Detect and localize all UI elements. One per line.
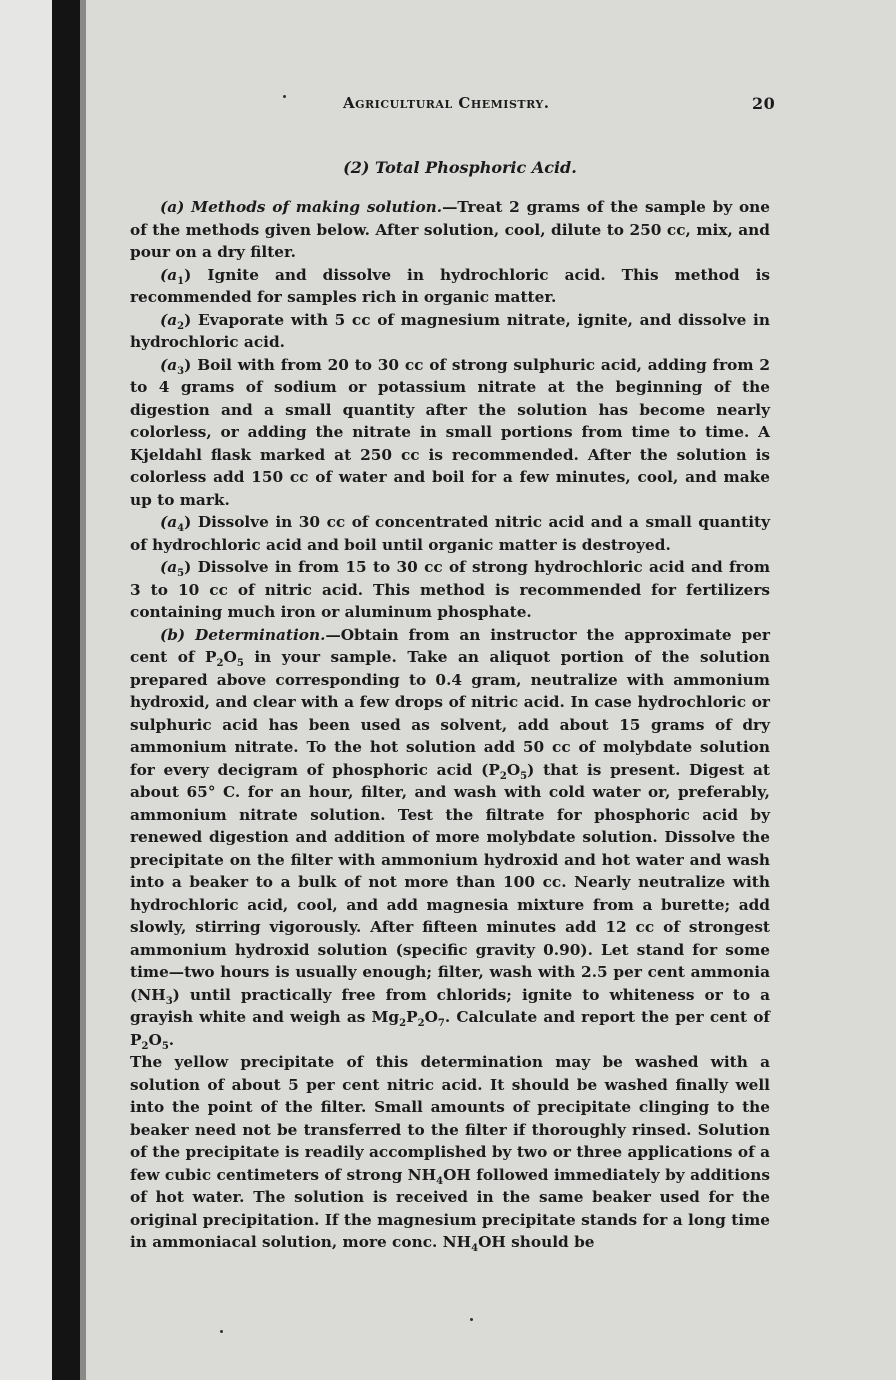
para-a3-sub: 3: [177, 365, 185, 377]
scan-speck: [283, 95, 286, 98]
para-b-sub-h: 7: [437, 1018, 445, 1029]
running-header: [0, 94, 896, 114]
para-a3-close: ): [184, 355, 192, 374]
body-text: [130, 196, 770, 1254]
para-a3-label: (a: [160, 355, 178, 374]
para-a4-sub: 4: [177, 523, 185, 534]
para-b-title: Determination.: [195, 625, 326, 644]
para-b-sub-j: 5: [161, 1040, 169, 1052]
para-b-sub-a: 2: [216, 658, 224, 669]
para-a2-label: (a: [160, 310, 178, 329]
para-a-text: —Treat 2 grams of the sample by one of the methods given below. After solution, cool, dilute to 250 cc, mix, and pour on a dry filter.: [130, 198, 771, 261]
para-a5-sub: 5: [177, 568, 185, 579]
para-a2-close: ): [184, 310, 192, 329]
section-heading: (2) Total Phosphoric Acid.: [343, 158, 577, 177]
para-b-sub-g: 2: [417, 1018, 425, 1029]
para-b-sub-i: 2: [141, 1040, 149, 1052]
para-c-t3: OH should be: [478, 1233, 595, 1251]
paragraph-a2: [130, 309, 770, 354]
paragraph-a1: [130, 264, 770, 309]
para-a-title: Methods of making solution.: [191, 198, 443, 216]
para-b-t8: O: [424, 1008, 438, 1026]
para-b-sub-e: 3: [165, 995, 173, 1007]
para-a-label: (a): [160, 198, 185, 216]
scan-speck: [470, 1318, 473, 1321]
para-b-t10: O: [148, 1030, 162, 1049]
para-b-sub-b: 5: [236, 658, 244, 669]
para-b-t7: P: [406, 1008, 418, 1026]
para-a5-label: (a: [160, 558, 178, 576]
scan-speck: [220, 1330, 223, 1333]
para-a2-text: Evaporate with 5 cc of magnesium nitrate, ignite, and dissolve in hydrochloric acid.: [130, 310, 770, 351]
para-c-sub-b: 4: [471, 1243, 479, 1254]
header-title: Agricultural Chemistry.: [343, 94, 550, 112]
para-b-sub-c: 2: [499, 770, 507, 782]
paragraph-a3: [130, 354, 770, 512]
scan-margin: [0, 0, 52, 1380]
page-number: 20: [752, 94, 776, 113]
para-b-sub-f: 2: [399, 1018, 407, 1029]
para-a3-text: Boil with from 20 to 30 cc of strong sulphuric acid, adding from 2 to 4 grams of sodium or potassium nitrate at the beginning of the digestion and a small quantity after the solution has become nearly colorless, or adding the nitrate in small portions from time to time. A Kjeldahl flask marked at 250 cc is recommended. After the solution is colorless add 150 cc of water and boil for a few minutes, cool, and make up to mark.: [130, 355, 770, 509]
paragraph-a4: [130, 511, 770, 556]
para-a5-close: ): [184, 558, 192, 576]
paragraph-a5: [130, 556, 770, 624]
book-binding: [52, 0, 80, 1380]
para-b-t2: O: [223, 648, 237, 666]
para-b-sub-d: 5: [520, 770, 528, 782]
para-b-t6: ) until practically free from chlorids; ignite to whiteness or to a grayish white and weigh as Mg: [130, 985, 770, 1026]
para-a5-text: Dissolve in from 15 to 30 cc of strong hydrochloric acid and from 3 to 10 cc of nitric acid. This method is recommended for fertilizers containing much iron or aluminum phosphate.: [130, 558, 770, 621]
para-b-t3: in your sample. Take an aliquot portion of the solution prepared above corresponding to 0.4 gram, neutralize with ammonium hydroxid, and clear with a few drops of nitric acid. In case hydrochloric or sulphuric acid has been used as solvent, add about 15 grams of dry ammonium nitrate. To the hot solution add 50 cc of molybdate solution for every decigram of phosphoric acid (P: [130, 648, 770, 779]
para-a4-text: Dissolve in 30 cc of concentrated nitric acid and a small quantity of hydrochloric acid and boil until organic matter is destroyed.: [130, 513, 770, 554]
para-a2-sub: 2: [177, 320, 185, 332]
para-a4-label: (a: [160, 513, 178, 531]
paragraph-a: [130, 196, 770, 264]
para-c-t2: OH followed immediately by additions of hot water. The solution is received in the same beaker used for the original precipitation. If the magnesium precipitate stands for a long time in ammoniacal solution, more conc. NH: [130, 1165, 770, 1251]
para-a4-close: ): [184, 513, 192, 531]
para-a1-close: ): [184, 265, 192, 284]
para-c-sub-a: 4: [436, 1175, 444, 1187]
para-b-t9: . Calculate and report the per cent of P: [130, 1008, 770, 1049]
paragraph-c: [130, 1051, 770, 1254]
para-a1-sub: 1: [177, 275, 185, 287]
para-b-t4: O: [506, 760, 521, 779]
para-a1-label: (a: [160, 265, 178, 284]
para-c-t1: The yellow precipitate of this determination may be washed with a solution of about 5 per cent nitric acid. It should be washed finally well into the point of the filter. Small amounts of precipitate clinging to the beaker need not be transferred to the filter if thoroughly rinsed. Solution of the precipitate is readily accomplished by two or three applications of a few cubic centimeters of strong NH: [130, 1053, 770, 1184]
para-b-t5: ) that is present. Digest at about 65° C. for an hour, filter, and wash with cold water or, preferably, ammonium nitrate solution. Test the filtrate for phosphoric acid by renewed digestion and addition of more molybdate solution. Dissolve the precipitate on the filter with ammonium hydroxid and hot water and wash into a beaker to a bulk of not more than 100 cc. Nearly neutralize with hydrochloric acid, cool, and add magnesia mixture from a burette; add slowly, stirring vigorously. After fifteen minutes add 12 cc of strongest ammonium hydroxid solution (specific gravity 0.90). Let stand for some time—two hours is usually enough; filter, wash with 2.5 per cent ammonia (NH: [130, 760, 770, 1004]
para-a1-text: Ignite and dissolve in hydrochloric acid. This method is recommended for samples rich in organic matter.: [130, 265, 770, 306]
para-b-t1: —Obtain from an instructor the approximate per cent of P: [130, 625, 770, 666]
para-b-label: (b): [160, 625, 186, 644]
paragraph-b: [130, 624, 770, 1052]
para-b-t11: .: [168, 1030, 175, 1049]
